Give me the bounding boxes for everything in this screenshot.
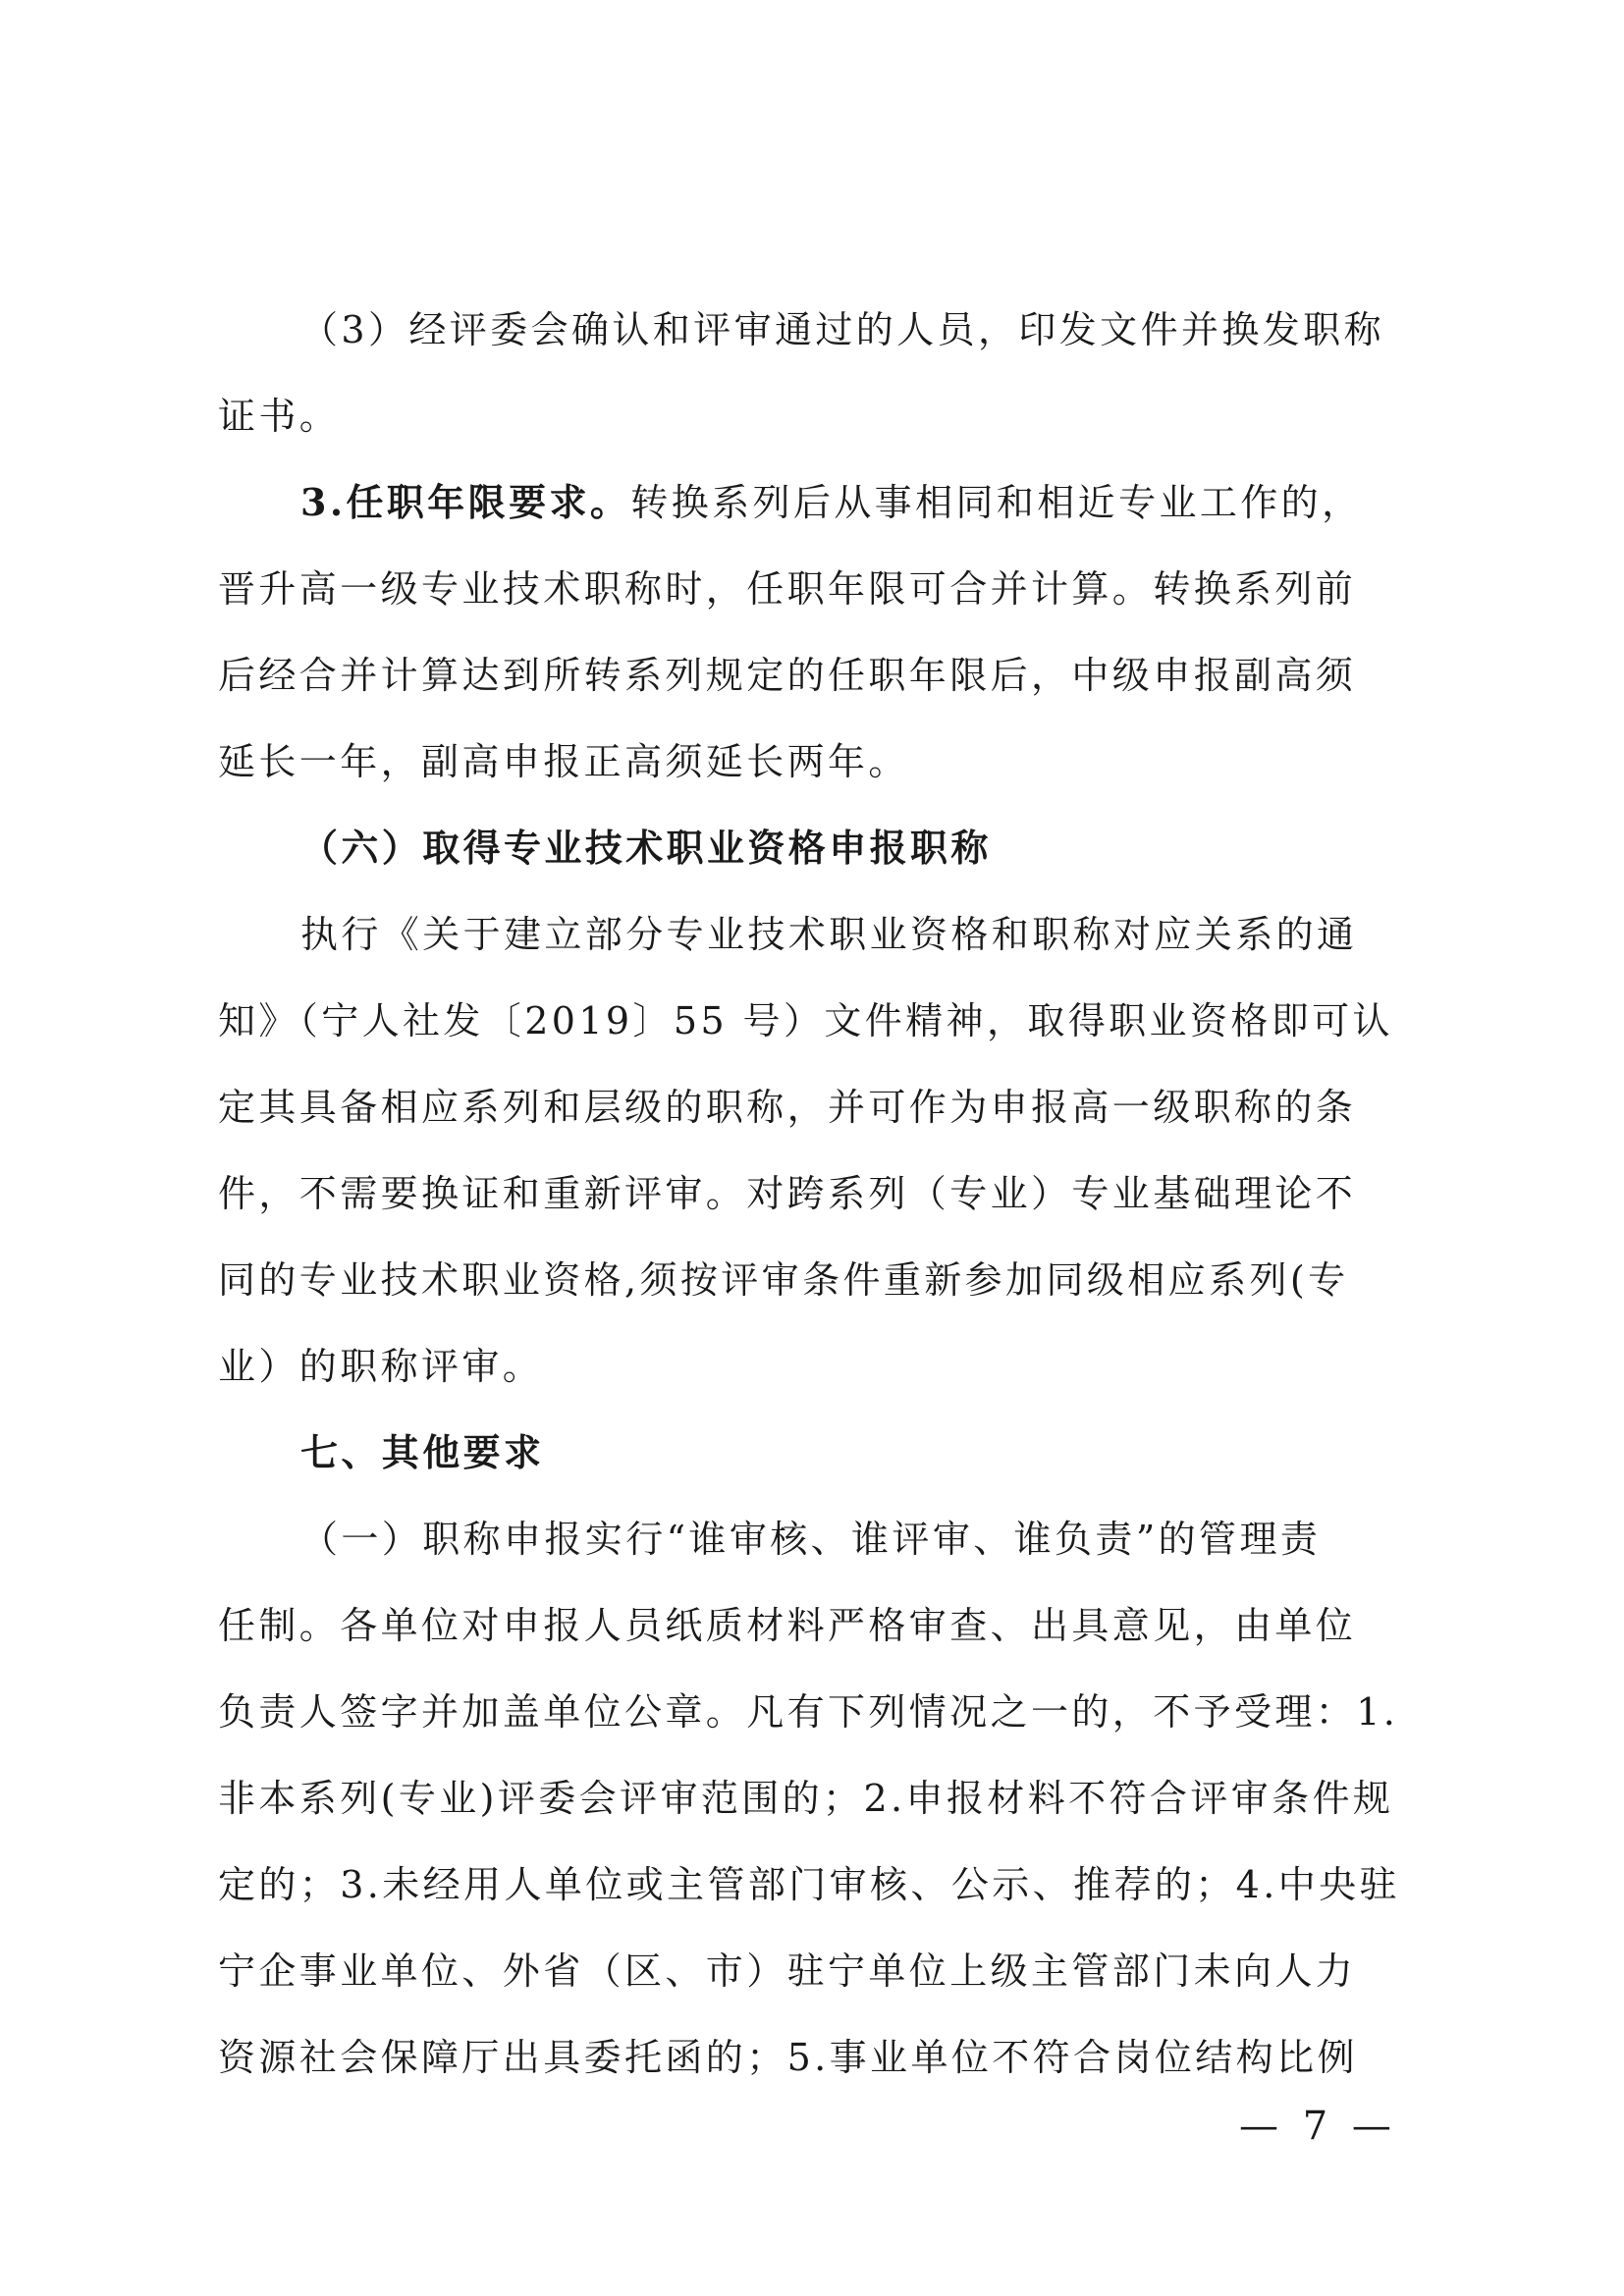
line-text: 宁企事业单位、外省（区、市）驻宁单位上级主管部门未向人力 <box>218 1949 1357 1993</box>
line-text: 资源社会保障厅出具委托函的；5.事业单位不符合岗位结构比例 <box>218 2036 1358 2079</box>
line-text: 任制。各单位对申报人员纸质材料严格审查、出具意见，由单位 <box>218 1604 1357 1647</box>
line-text: 定其具备相应系列和层级的职称，并可作为申报高一级职称的条 <box>218 1086 1357 1129</box>
paragraph-line <box>218 1084 1356 1131</box>
line-text: 同的专业技术职业资格,须按评审条件重新参加同级相应系列(专 <box>218 1258 1349 1302</box>
line-text: 件，不需要换证和重新评审。对跨系列（专业）专业基础理论不 <box>218 1172 1357 1215</box>
paragraph-line <box>300 1516 1321 1563</box>
paragraph-line <box>218 1861 1400 1908</box>
paragraph-line <box>218 1343 543 1390</box>
paragraph-line <box>218 1775 1393 1822</box>
line-text: 非本系列(专业)评委会评审范围的；2.申报材料不符合评审条件规 <box>218 1777 1394 1820</box>
line-text: 负责人签字并加盖单位公章。凡有下列情况之一的，不予受理：1. <box>218 1690 1399 1734</box>
line-text: 业）的职称评审。 <box>218 1345 544 1388</box>
heading-text: （六）取得专业技术职业资格申报职称 <box>300 826 992 870</box>
line-text: 晋升高一级专业技术职称时，任职年限可合并计算。转换系列前 <box>218 567 1357 611</box>
line-text: 延长一年，副高申报正高须延长两年。 <box>218 740 909 783</box>
paragraph-line <box>218 1602 1356 1649</box>
paragraph-line <box>218 2034 1358 2081</box>
line-text: 后经合并计算达到所转系列规定的任职年限后，中级申报副高须 <box>218 654 1357 697</box>
paragraph-line <box>218 565 1356 613</box>
paragraph-line <box>300 911 1357 958</box>
section-heading <box>300 825 992 872</box>
paragraph-line <box>218 738 909 785</box>
line-text: 证书。 <box>218 395 341 438</box>
paragraph-line <box>300 479 1362 526</box>
line-text: 执行《关于建立部分专业技术职业资格和职称对应关系的通 <box>300 913 1358 956</box>
line-text: 转换系列后从事相同和相近专业工作的， <box>630 481 1363 524</box>
line-text: 知》（宁人社发〔2019〕55 号）文件精神，取得职业资格即可认 <box>218 999 1393 1042</box>
paragraph-line <box>300 306 1384 353</box>
paragraph-line <box>218 1948 1356 1995</box>
paragraph-line <box>218 997 1393 1044</box>
line-text: （一）职称申报实行“谁审核、谁评审、谁负责”的管理责 <box>300 1518 1322 1561</box>
heading-text: 七、其他要求 <box>300 1430 545 1474</box>
paragraph-line <box>218 393 340 440</box>
section-heading <box>300 1429 544 1476</box>
paragraph-line <box>218 1688 1398 1735</box>
line-text: （3）经评委会确认和评审通过的人员，印发文件并换发职称 <box>300 308 1384 351</box>
page-number: — 7 — <box>1239 2104 1397 2149</box>
subsection-heading: 3.任职年限要求。 <box>300 480 631 524</box>
paragraph-line <box>218 1256 1349 1304</box>
line-text: 定的；3.未经用人单位或主管部门审核、公示、推荐的；4.中央驻 <box>218 1863 1400 1906</box>
paragraph-line <box>218 1170 1356 1217</box>
paragraph-line <box>218 652 1356 699</box>
